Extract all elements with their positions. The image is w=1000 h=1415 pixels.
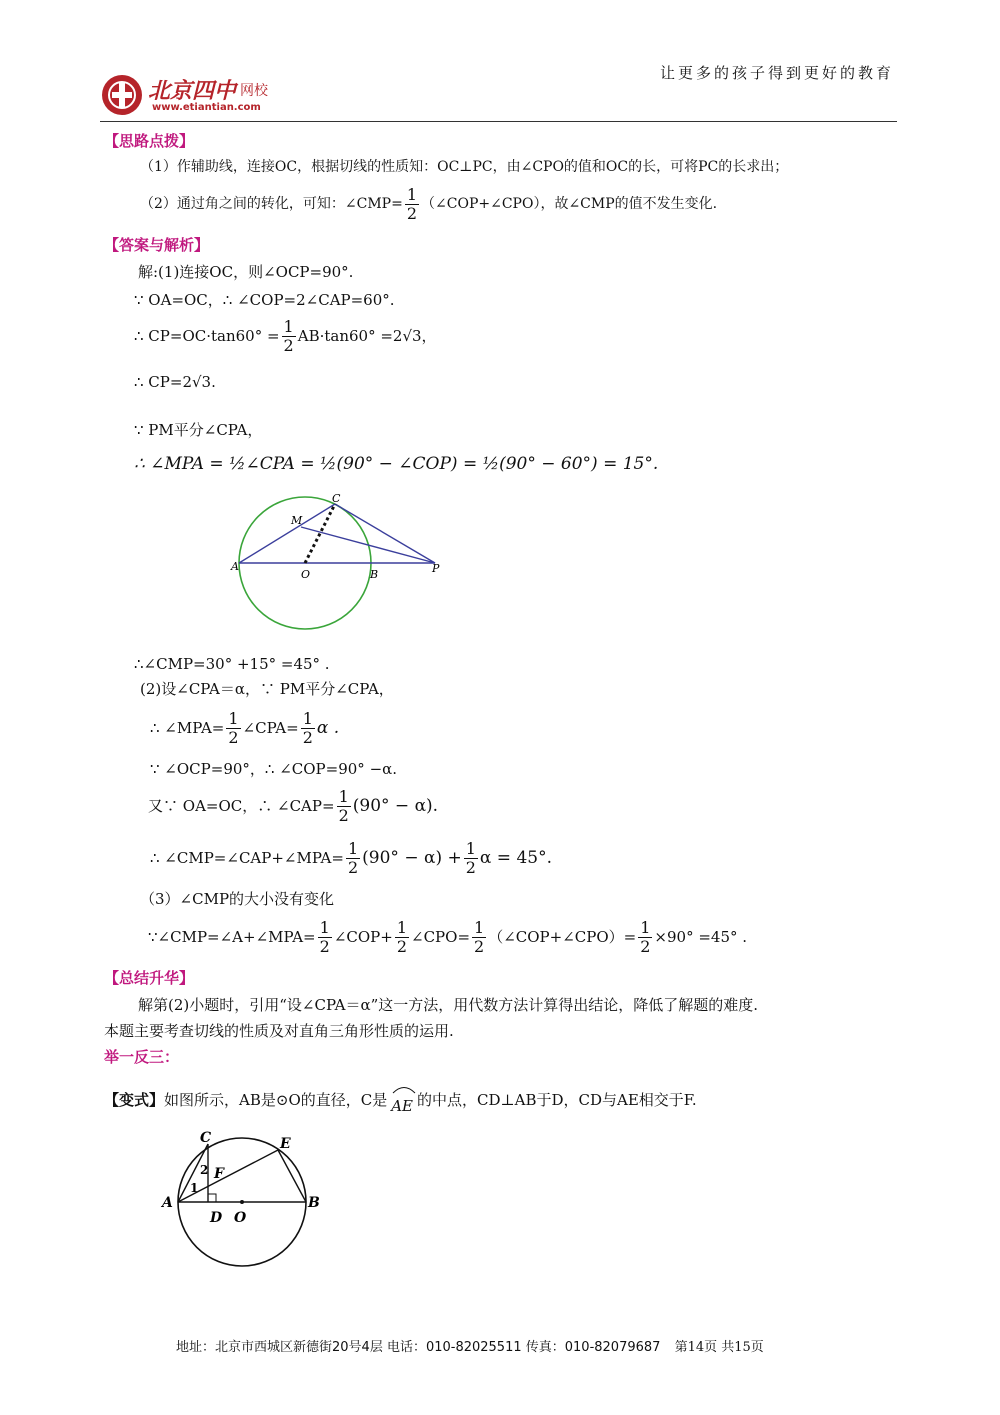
- fraction-half: $\frac{1}{2}$: [347, 838, 359, 877]
- label-c2: C: [200, 1130, 212, 1146]
- solution-step-10: ∵ ∠OCP=90°，∴ ∠COP=90° −α.: [150, 760, 398, 778]
- solution-step-14: ∵∠CMP=∠A+∠MPA= $\frac{1}{2}$ ∠COP+ $\frac{1}{2}$ ∠CPO= $\frac{1}{2}$ （∠COP+∠CPO）= $\frac{1}{2}$ ×90° =45° .: [148, 917, 748, 956]
- logo-emblem-icon: [100, 72, 148, 118]
- logo-net: 网校: [240, 83, 268, 99]
- label-b2: B: [308, 1195, 320, 1211]
- solution-step-11: 又∵ OA=OC，∴ ∠CAP= $\frac{1}{2}$ (90° − α).: [148, 786, 439, 825]
- example-title: 举一反三：: [104, 1048, 180, 1066]
- label-o: O: [301, 568, 311, 581]
- center-dot: [240, 1200, 244, 1204]
- label-p: P: [432, 562, 440, 575]
- fraction-half: $\frac{1}{2}$: [640, 917, 651, 956]
- solution-step-8: (2)设∠CPA＝α，∵ PM平分∠CPA，: [140, 680, 394, 698]
- solution-step-13: （3）∠CMP的大小没有变化: [140, 890, 335, 908]
- logo: [100, 72, 280, 118]
- fraction-half: $\frac{1}{2}$: [465, 838, 476, 877]
- fraction-half: $\frac{1}{2}$: [406, 184, 418, 223]
- solution-step-9: ∴ ∠MPA= $\frac{1}{2}$ ∠CPA= $\frac{1}{2}$ α .: [150, 708, 340, 747]
- label-d2: D: [210, 1210, 223, 1226]
- hint-line-2a: （2）通过角之间的转化，可知：∠CMP=: [140, 196, 403, 212]
- fraction-half: $\frac{1}{2}$: [396, 917, 408, 956]
- label-e2: E: [280, 1136, 291, 1152]
- solution-step-5: ∵ PM平分∠CPA，: [134, 421, 263, 439]
- label-c: C: [332, 492, 341, 505]
- line-cp: [335, 504, 435, 563]
- label-f2: F: [214, 1166, 224, 1182]
- summary-line-1: 解第(2)小题时，引用“设∠CPA＝α”这一方法，用代数方法计算得出结论，降低了解题的难度.: [138, 996, 759, 1014]
- fraction-half: $\frac{1}{2}$: [228, 708, 239, 747]
- solution-step-2: ∵ OA=OC，∴ ∠COP=2∠CAP=60°.: [134, 291, 395, 309]
- arc-ae: AE: [391, 1084, 413, 1116]
- arc-mark-icon: [391, 1084, 417, 1094]
- hint-title: 【思路点拨】: [104, 132, 195, 150]
- solution-step-12: ∴ ∠CMP=∠CAP+∠MPA= $\frac{1}{2}$ (90° − α) + $\frac{1}{2}$ α = 45°.: [150, 838, 552, 877]
- label-m: M: [291, 514, 303, 527]
- label-2: 2: [200, 1163, 209, 1177]
- line-ac: [239, 504, 335, 563]
- answer-title: 【答案与解析】: [104, 236, 210, 254]
- fraction-half: $\frac{1}{2}$: [302, 708, 313, 747]
- summary-line-2: 本题主要考查切线的性质及对直角三角形性质的运用.: [104, 1022, 454, 1040]
- solution-step-3: ∴ CP=OC·tan60° = $\frac{1}{2}$ AB·tan60° =2√3，: [134, 316, 437, 355]
- fraction-half: $\frac{1}{2}$: [338, 786, 349, 825]
- variant-title: 【变式】: [104, 1091, 165, 1109]
- hint-line-2: [140, 181, 717, 227]
- footer-page: 第14页 共15页: [674, 1340, 764, 1355]
- footer: [176, 1336, 764, 1355]
- hint-line-2b: （∠COP+∠CPO），故∠CMP的值不发生变化.: [421, 196, 718, 212]
- slogan: 让更多的孩子得到更好的教育: [660, 64, 895, 82]
- label-o2: O: [234, 1210, 247, 1226]
- label-a2: A: [162, 1195, 173, 1211]
- figure-variant: [158, 1128, 328, 1268]
- line-eb: [278, 1150, 306, 1202]
- right-angle-mark: [208, 1194, 216, 1202]
- solution-step-4: ∴ CP=2√3.: [134, 373, 216, 391]
- header-divider: [100, 121, 897, 122]
- variant-line: 【变式】 如图所示，AB是⊙O的直径，C是 AE 的中点，CD⊥AB于D，CD与AE相交于F.: [104, 1080, 697, 1120]
- solution-step-1: 解:(1)连接OC，则∠OCP=90°.: [138, 263, 354, 281]
- summary-title: 【总结升华】: [104, 969, 195, 987]
- fraction-half: $\frac{1}{2}$: [283, 316, 294, 355]
- hint-line-1: （1）作辅助线，连接OC，根据切线的性质知：OC⊥PC，由∠CPO的值和OC的长，可将PC的长求出；: [140, 159, 789, 175]
- label-1: 1: [190, 1181, 199, 1195]
- solution-step-7: ∴∠CMP=30° +15° =45° .: [134, 655, 330, 673]
- line-mp: [301, 527, 435, 563]
- fraction-half: $\frac{1}{2}$: [474, 917, 485, 956]
- solution-step-6: ∴ ∠MPA = ½∠CPA = ½(90° − ∠COP) = ½(90° − 60°) = 15°.: [134, 454, 659, 474]
- logo-url: www.etiantian.com: [152, 102, 261, 113]
- fraction-half: $\frac{1}{2}$: [319, 917, 330, 956]
- label-b: B: [370, 568, 379, 581]
- label-a: A: [231, 560, 239, 573]
- figure-circle-tangent: [225, 488, 455, 653]
- footer-address: 地址：北京市西城区新德街20号4层 电话：010-82025511 传真：010-82079687: [176, 1340, 661, 1355]
- logo-name: 北京四中: [148, 79, 237, 104]
